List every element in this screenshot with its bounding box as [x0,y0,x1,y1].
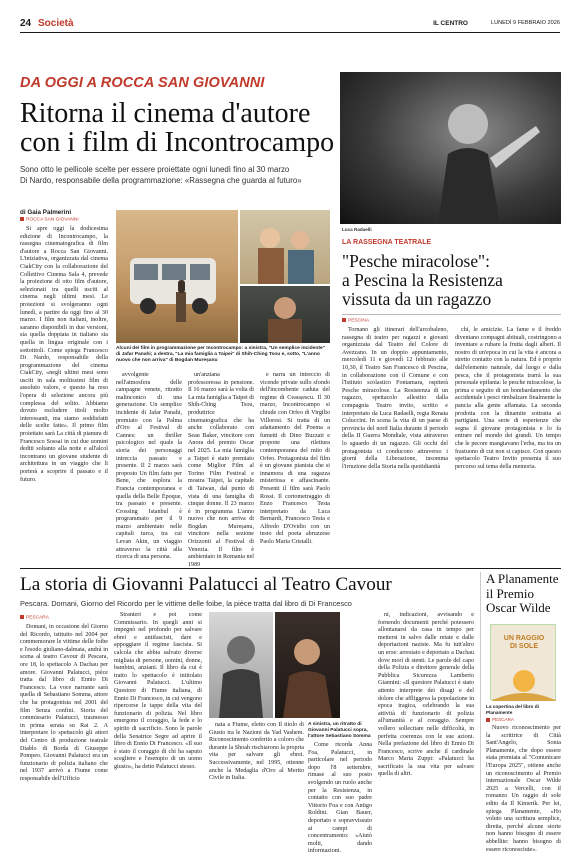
sidebar-place: PESCINA [342,318,369,323]
sidebar-title-line-1: "Pesche miracolose": [342,251,490,271]
article-title-line-2: con i film di Incontrocampo [20,127,335,158]
section-name: Società [38,18,74,29]
sidebar2-title-line-3: Oscar Wilde [486,600,551,615]
sidebar2-body: Nuovo riconoscimento per la scrittrice di Città Sant'Angelo, Sonia Planamente, che dopo essere stata premiata al "Comunicare l'Europa 2025", ottiene anche un riconoscimento al Premio internazionale Oscar Wilde 2025 a Vercelli, con il romanzo Un raggio di sole edito da Il Kimerik. Per lei, spiega Planamente, «Ho voluto una scrittura semplice, diretta, perché alcune storie non hanno bisogno di essere abbellite: hanno bisogno di essere riconosciute». [486,725,561,853]
palatucci-portrait [209,612,273,718]
article-subtitle-line-1: Sono otto le pellicole scelte per essere proiettate ogni lunedì fino al 30 marzo [20,165,290,174]
sidebar2-place: PESCARA [486,717,514,722]
article2-body-col-4: Come ricorda Anna Foa, Palatucci, in particolare nel periodo dopo l'8 settembre, rimase al suo posto svolgendo un ruolo anche per la Resistenza, in contatto con suo padre Vittorio Foa e con Antigo Roldini. Gian Bauer, deportato e sopravvissuto ai campi di concentramento: «Aiutò molti, dando informazioni. [308,742,372,855]
article2-body-col-2: Stranieri e poi come Commissario. In quegli anni si impegnò nel profondo per salvare ebrei e antifascisti, dare e appoggiare il regime fascista. Si calcola che abbia salvato diverse migliaia di persone, uomini, donne, bambini, anziani. Il libro da cui è tratto lo spettacolo è intitolato Giovanni Palatucci. L'ultimo Questore di Fiume italiana, di Ennio Di Francesco, in cui vengono ripercorse le tappe della vita del funzionario di polizia. Nel libro emergono il coraggio, la fede e lo spirito di sacrificio. Sono le parole della Senatrice Segre ad aprire il libro di Ennio Di Francesco. «Il suo è stato il coraggio di chi ha saputo scegliere e l'esempio di un uomo giusto», ha detto Palatucci stesso. [114,612,202,770]
issue-date: LUNEDÌ 9 FEBBRAIO 2026 [490,20,560,26]
sidebar-body-col-1: Tornano gli itinerari dell'arcobaleno, rassegna di teatro per ragazzi e giovani organizzata dal Teatro del Colore di Avezzano. In un doppio appuntamento, mercoledì 11 e giovedì 12 febbraio alle 10,30, il Teatro San Francesco di Pescina, in collaborazione con il Comune e con l'Istituto scolastico Fontamara, ospiterà Pesche miracolose. La Resistenza di un ragazzo, spettacolo allestito dalla compagnia Teatro invito, scritto e interpretato da Luca Radaelli, regia Renata Coluccini. In scena la vita di un paese di provincia del nord Italia durante il periodo della II Guerra Mondiale, vista attraverso lo sguardo di un ragazzo. Gli occhi del protagonista ci conducono attraverso i giorni della Liberazione, insomma l'irruzione della Storia nella quotidianità [342,327,448,470]
actor-illustration [340,72,561,224]
place-marker-icon [20,615,24,619]
portrait-illustration [209,612,273,718]
book-cover-title-line-2: DI SOLE [509,643,538,650]
article-title-line-1: Ritorna il cinema d'autore [20,98,311,129]
family-illustration [240,210,330,284]
article2-body-col-1: Domani, in occasione del Giorno del Ricordo, istituito nel 2004 per commemorare le vittime delle foibe e l'esodo giuliano-dalmata, andrà in scena al teatro Cavour di Pescara, ore 18, lo spettacolo A Dachau per amore. Giovanni Palatucci, pièce tratta dal libro di Ennio Di Francesco. La voce narrante sarà quella di Sebastiano Somma, attore che ha protagonista nel 2001 del film Senza confini. Storia del commissario Palatucci, trasmesso in prima serata su Rai 2. A interpretare lo spettacolo gli attori del Centro di produzione teatrale Diablo di Borda di Giuseppe Pompeo. Giovanni Palatucci era un funzionario di polizia italiano che nel 1937 arrivò a Fiume come responsabile dell'Ufficio [20,624,108,782]
sebastiano-somma-photo [275,612,340,718]
sidebar-title-line-3: vissuta da un ragazzo [342,289,492,309]
page-header [20,17,560,33]
article2-place: PESCARA [20,615,49,620]
portrait-illustration [240,286,330,343]
article-body-col-1: Si apre oggi la dodicesima edizione di Incontrocampo, la rassegna cinematografica di film d'autore a Rocca San Giovanni. L'iniziativa, organizzata dal cinema CiakCity con la collaborazione del Collettivo Cinema Sala 4, prevede la proiezione di otto film d'autore, selezionati tra quelli usciti al cinema negli ultimi mesi. Le proiezioni si svolgeranno ogni lunedì, a partire da oggi fino al 30 marzo. I film non italiani, inoltre, saranno disponibili in due versioni, sia quella doppiata in italiano sia quella in lingua originale con i sottotitoli. Come spiega Francesco Di Nardo, responsabile della programmazione del cinema CiakCity, «negli ultimi mesi sono usciti in sala moltissimi film di assoluto valore, e questo ha reso l'opera di selezione ancora più complessa del solito. Abbiamo dovuto escludere titoli molto interessanti, ma siamo soddisfatti delle scelte fatte». Il primo film proiettato sarà La città di pianura di Francesco Sossai in cui due uomini dediti soltanto alla notte e all'alcol incontrano un giovane studente di architettura in un viaggio che li porterà a scoprire il passato e il futuro. [20,226,108,483]
article2-subtitle: Pescara. Domani, Giorno del Ricordo per le vittime delle foibe, la pièce tratta dal libro di Di Francesco [20,599,352,608]
byline-place: ROCCA SAN GIOVANNI [20,217,79,222]
article-title [20,99,334,157]
actor-photo [340,72,561,224]
article-body-col-2: avvolgente nell'atmosfera delle campagne venete, ritratto malinconico di una generazione. Un semplice incidente di Jafar Panahi, premiato con la Palma d'Oro al Festival di Cannes: un thriller psicologico nel quale la storia dei personaggi intreccia passato e presente. Il 2 marzo sarà proposto Un film fatto per Bene, che esplora la Francia contemporanea e quella della Belle Époque, tra passato e presente. Crossing Istanbul è programmato per il 9 marzo ambientato nelle capitali turca, tra cui Levan Akin, un viaggio attraverso la città alla ricerca di una persona. [116,372,182,561]
page-number: 24 [20,18,32,29]
sidebar2-title [486,572,561,616]
sidebar2-title-line-1: A Planamente [486,571,559,586]
sidebar2-title-line-2: il Premio [486,585,535,601]
van-illustration [116,210,238,343]
book-cover [490,624,556,700]
sidebar-divider [342,314,561,315]
article-subtitle [20,164,302,186]
book-cover-title-line-1: UN RAGGIO [503,635,545,642]
article2-title: La storia di Giovanni Palatucci al Teatro Cavour [20,574,392,595]
sidebar-label: LA RASSEGNA TEATRALE [342,239,432,246]
place-marker-icon [20,217,24,221]
article2-body-col-3: nata a Fiume, eletto con Il titolo di Giusto tra le Nazioni da Yad Vashem. Riconoscimento conferito a coloro che durante la Shoah rischiarono la propria vita per salvare gli ebrei. Successivamente, nel 1995, ottenne anche la Medaglia d'Oro al Merito Civile in Italia. [209,722,304,782]
book-cover-title [491,635,557,651]
sun-illustration [491,659,557,701]
photo-caption: Alcuni dei film in programmazione per Incontrocampo: a sinistra, "Un semplice incidente" di Jafar Panahi; a destra, "La mia famiglia a Taipei" di Shih-Ching Tsou e, sotto, "L'anno nuovo che non arriva" di Bogdan Mureșanu [116,346,325,364]
place-marker-icon [342,318,346,322]
actor-illustration [275,612,340,718]
article-body-col-3: un'anziana professoressa in pensione. Il 16 marzo sarà la volta di La mia famiglia a Taipei di Shih-Ching Tsou, produttrice cinematografica che ha anche collaborato con Sean Baker, vincitore con Anora del premio Oscar nel 2025. La mia famiglia a Taipei è stato premiato come Miglior Film al Torino Film Festival e mostra Taipei, la capitale di Taiwan, dal punto di vista di una famiglia di cinque donne. Il 23 marzo è in programma L'anno nuovo che non arriva di Bogdan Mureșanu, vincitore nella sezione Orizzonti al Festival di Venezia. Il film è ambientato in Romania nel 1989 [188,372,254,568]
film-photo-family [240,210,330,284]
article-subtitle-line-2: Di Nardo, responsabile della programmazione: «Rassegna che guarda al futuro» [20,176,302,185]
film-photo-van [116,210,238,343]
section-separator [20,568,561,569]
place-marker-icon [486,718,490,722]
newspaper-name: IL CENTRO [433,20,468,27]
sidebar-title [342,252,562,309]
article-body-col-4: e narra un intreccio di vicende private sullo sfondo dell'incombente caduta del regime di Ceaușescu. Il 30 marzo, Incontrocampo si chiude con Orfeo di Virgilio Villoresi. Si tratta di un adattamento del Poema a fumetti di Dino Buzzati e propone una rilettura contemporanea del mito di Orfeo. Protagonista del film è un giovane pianista che si innamora di una ragazza misteriosa e affascinante. Presenti il film sarà Paolo Rossi. Il cortometraggio di Enzo Francesco Testa interpretato da Luca Bernardi, Francesco Testa e Alfredo D'Ovidio con un testo del poeta abruzzese Paolo Maria Cristalli. [260,372,330,546]
byline: di Gaia Palmerini [20,209,72,216]
article2-caption: A sinistra, un ritratto di Giovanni Palatucci sopra, l'attore Sebastiano Somma [308,722,371,740]
article-kicker: DA OGGI A ROCCA SAN GIOVANNI [20,75,265,91]
photo-credit: Luca Radaelli [342,227,372,232]
book-caption: La copertina del libro di Planamente [486,704,539,715]
sidebar-body-col-2: chi, le amicizie. La fame e il freddo diventano compagni abituali, costringono a inventare a rubare la frutta dagli alberi. Il nostro di un'epoca in cui la vita è ancora a stretto contatto con la natura. Ed è proprio dall'elemento naturale, dal luogo e dalla pesca, che il protagonista trarrà la sua personale epifania: le pesche miracolose, la prima e seguito di un bombardamento che accidentale i pesci rimbalzare finalmente la pancia alla gente affamata. La seconda prodotta con la dinamite sottratta ai partigiani. Una serie di esperienze che segna il giovane protagonista e lo fa entrare nel mondo dei grandi. Un tempo che le pecore mangiavano l'erba, ma tra un frastuono di cui non si capisce. Con questo spettacolo Teatro Invito presenta il suo percorso sul tema della memoria. [455,327,561,470]
film-photo-new-year [240,286,330,343]
sidebar-title-line-2: a Pescina la Resistenza [342,270,503,290]
article2-body-col-5: ni, indicazioni, avvisando e fornendo documenti perché potessero allontanarsi da casa in tempo per mettersi in salvo dalle retate e dalle deportazioni naziste. Ma fu tutt'altro un eroe: arrestato e deportato a Dachau dove morì di stenti. Le parole del capo della Polizia e direttore generale della Pubblica Sicurezza Lamberto Giannini: «Il questore Palatucci è stato attento interprete dei disagi e del dolore che affliggeva la popolazione in epoca tragica, celebrando la sua attività di funzionario di polizia all'umanità e al coraggio. Sempre vollero sollecitare nelle difficoltà, in perfetta coerenza con le sue azioni. Nella prefazione del libro di Ennio Di Francesco, scrive anche il cardinale Marco Maria Zuppi: «Palatucci ha sacrificato la sua vita per salvare quella di altri. [378,612,474,778]
